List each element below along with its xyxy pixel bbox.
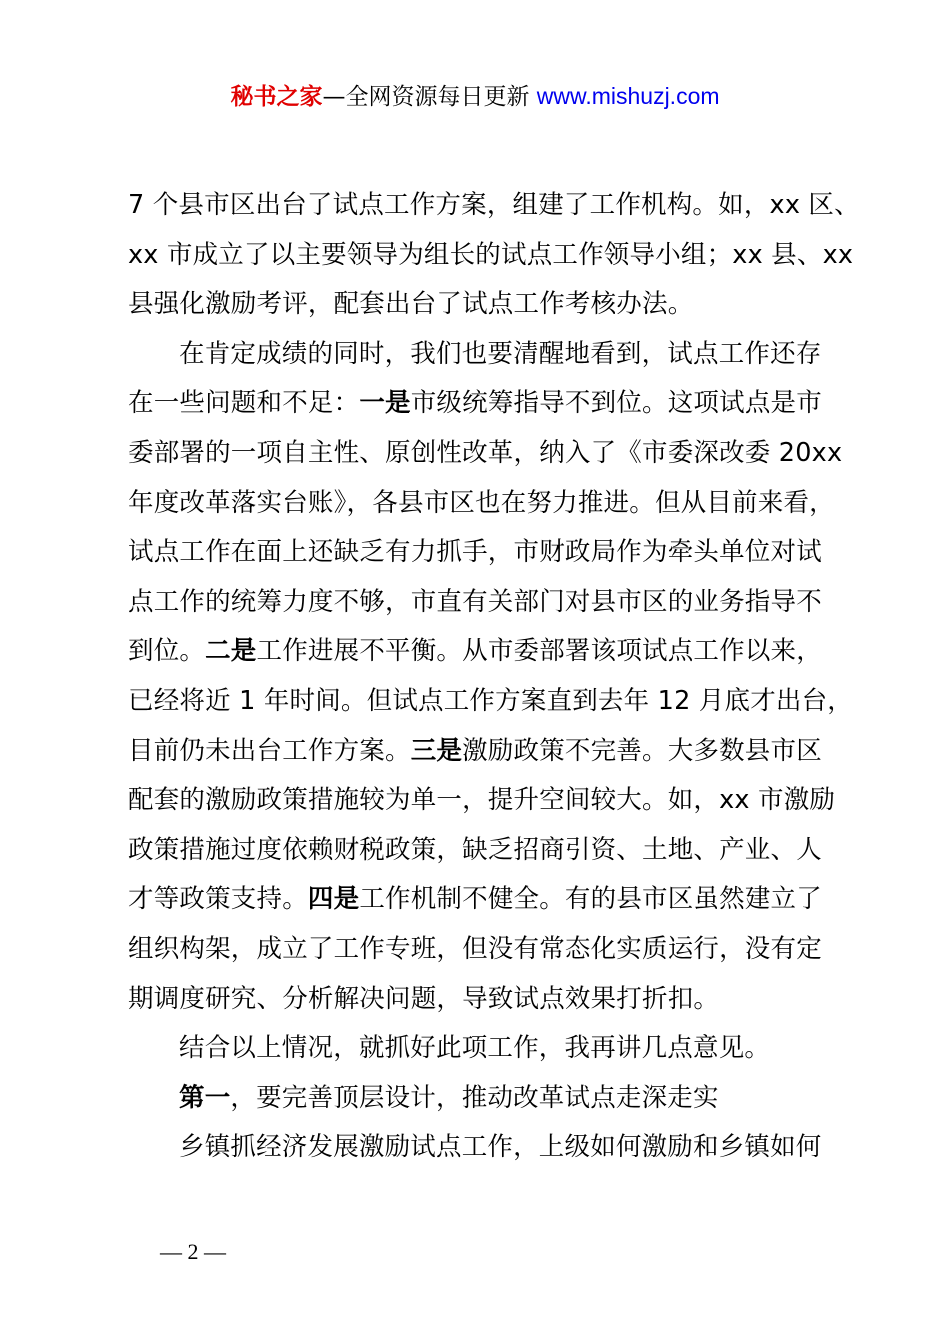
website-link[interactable]: www.mishuzj.com xyxy=(536,83,720,109)
banner-slogan: —全网资源每日更新 xyxy=(322,84,530,110)
point-one-label: 一是 xyxy=(359,388,411,419)
body-line: 组织构架，成立了工作专班，但没有常态化实质运行，没有定 xyxy=(128,933,822,964)
body-line: 才等政策支持。四是工作机制不健全。有的县市区虽然建立了 xyxy=(128,884,822,915)
body-line: 到位。二是工作进展不平衡。从市委部署该项试点工作以来， xyxy=(128,636,822,667)
body-line: 年度改革落实台账》，各县市区也在努力推进。但从目前来看， xyxy=(128,487,835,518)
body-line: 期调度研究、分析解决问题，导致试点效果打折扣。 xyxy=(128,983,720,1014)
body-line: 县强化激励考评，配套出台了试点工作考核办法。 xyxy=(128,289,694,320)
point-four-label: 四是 xyxy=(307,884,360,915)
paragraph-start-line: 在肯定成绩的同时，我们也要清醒地看到，试点工作还存 xyxy=(179,338,822,369)
paragraph-start-line: 乡镇抓经济发展激励试点工作，上级如何激励和乡镇如何 xyxy=(179,1132,822,1163)
body-line: xx 市成立了以主要领导为组长的试点工作领导小组；xx 县、xx xyxy=(128,239,854,270)
body-line: 试点工作在面上还缺乏有力抓手，市财政局作为牵头单位对试 xyxy=(128,537,822,568)
body-line: 7 个县市区出台了试点工作方案，组建了工作机构。如，xx 区、 xyxy=(128,190,860,220)
section-heading: 第一，要完善顶层设计，推动改革试点走深走实 xyxy=(179,1082,719,1113)
brand-name: 秘书之家 xyxy=(230,84,323,110)
section-first-label: 第一 xyxy=(179,1082,231,1113)
site-banner xyxy=(0,80,950,113)
page-number: — 2 — xyxy=(160,1239,226,1264)
body-line: 已经将近 1 年时间。但试点工作方案直到去年 12 月底才出台， xyxy=(128,685,853,716)
point-two-label: 二是 xyxy=(205,636,257,667)
document-body xyxy=(128,181,858,1173)
body-line: 政策措施过度依赖财税政策，缺乏招商引资、土地、产业、人 xyxy=(128,834,822,865)
body-line: 目前仍未出台工作方案。三是激励政策不完善。大多数县市区 xyxy=(128,735,822,766)
body-line: 点工作的统筹力度不够，市直有关部门对县市区的业务指导不 xyxy=(128,586,822,617)
point-three-label: 三是 xyxy=(410,735,463,766)
body-line: 委部署的一项自主性、原创性改革，纳入了《市委深改委 20xx xyxy=(128,437,843,468)
body-line: 在一些问题和不足：一是市级统筹指导不到位。这项试点是市 xyxy=(128,388,822,419)
paragraph-start-line: 结合以上情况，就抓好此项工作，我再讲几点意见。 xyxy=(179,1033,771,1064)
body-line: 配套的激励政策措施较为单一，提升空间较大。如，xx 市激励 xyxy=(128,785,836,816)
